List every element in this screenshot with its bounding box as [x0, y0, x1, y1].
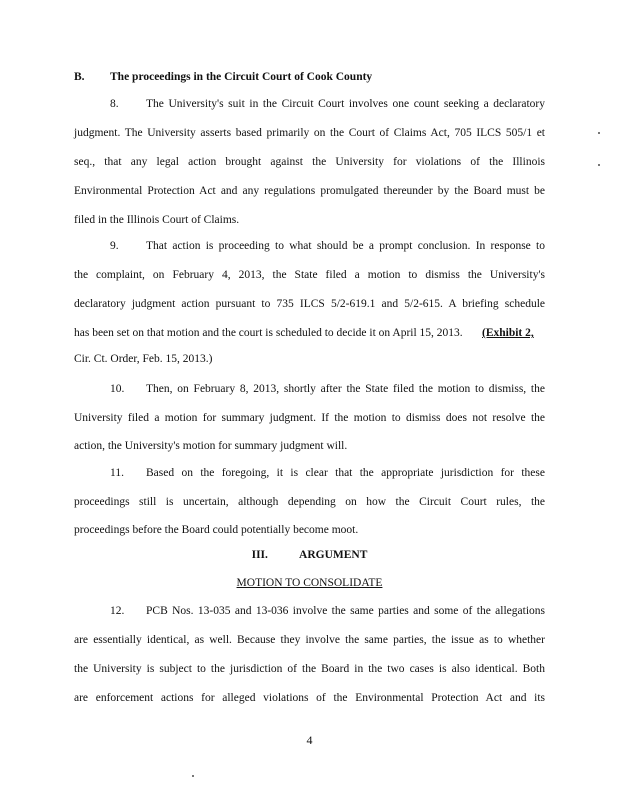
- para-9-line-5: Cir. Ct. Order, Feb. 15, 2013.): [74, 353, 213, 365]
- para-8-line-3: seq., that any legal action brought against the University for violations of the Illinois: [74, 156, 545, 168]
- para-10-line-1: Then, on February 8, 2013, shortly after the State filed the motion to dismiss, the: [146, 383, 545, 395]
- para-11-line-3: proceedings before the Board could potentially become moot.: [74, 524, 359, 536]
- para-9-line-2: the complaint, on February 4, 2013, the State filed a motion to dismiss the University's: [74, 269, 545, 281]
- para-9-line-4: has been set on that motion and the court is scheduled to decide it on April 15, 2013.: [74, 327, 463, 339]
- scan-speck: [598, 164, 600, 166]
- para-12-line-2: are essentially identical, as well. Because they involve the same parties, the issue as to whether: [74, 634, 545, 646]
- section-iii-numeral: III.: [251, 549, 268, 561]
- para-10-line-2: University filed a motion for summary judgment. If the motion to dismiss does not resolve the: [74, 412, 545, 424]
- para-8-line-1: The University's suit in the Circuit Court involves one count seeking a declaratory: [146, 98, 545, 110]
- para-12-line-1: PCB Nos. 13-035 and 13-036 involve the same parties and some of the allegations: [146, 605, 545, 617]
- section-b-letter: B.: [74, 71, 85, 83]
- para-10-line-3: action, the University's motion for summary judgment will.: [74, 440, 348, 452]
- para-9-number: 9.: [110, 240, 119, 252]
- page-number: 4: [306, 733, 313, 747]
- motion-to-consolidate-heading: [74, 576, 545, 591]
- para-9-line-3: declaratory judgment action pursuant to 735 ILCS 5/2-619.1 and 5/2-615. A briefing schedule: [74, 298, 545, 310]
- para-11-line-1: Based on the foregoing, it is clear that the appropriate jurisdiction for these: [146, 467, 545, 479]
- motion-to-consolidate-title: MOTION TO CONSOLIDATE: [236, 577, 383, 589]
- para-11-line-2: proceedings still is uncertain, although depending on how the Circuit Court rules, the: [74, 496, 545, 508]
- para-11-number: 11.: [110, 467, 124, 479]
- para-12-number: 12.: [110, 605, 125, 617]
- section-iii-title: ARGUMENT: [299, 549, 368, 561]
- para-12-line-4: are enforcement actions for alleged violations of the Environmental Protection Act and its: [74, 692, 545, 704]
- para-8-line-2: judgment. The University asserts based primarily on the Court of Claims Act, 705 ILCS 505/1 et: [74, 127, 545, 139]
- scan-speck: [598, 132, 600, 134]
- para-12-line-3: the University is subject to the jurisdiction of the Board in the two cases is also identical. Both: [74, 663, 545, 675]
- exhibit-2-reference: (Exhibit 2,: [482, 327, 534, 339]
- para-8-line-4: Environmental Protection Act and any regulations promulgated thereunder by the Board must be: [74, 185, 545, 197]
- scan-speck: [192, 775, 194, 777]
- para-9-line-1: That action is proceeding to what should be a prompt conclusion. In response to: [146, 240, 545, 252]
- para-8-number: 8.: [110, 98, 119, 110]
- section-iii-heading: [74, 548, 545, 563]
- para-8-line-5: filed in the Illinois Court of Claims.: [74, 214, 240, 226]
- para-10-number: 10.: [110, 383, 125, 395]
- section-b-title: The proceedings in the Circuit Court of Cook County: [110, 71, 373, 83]
